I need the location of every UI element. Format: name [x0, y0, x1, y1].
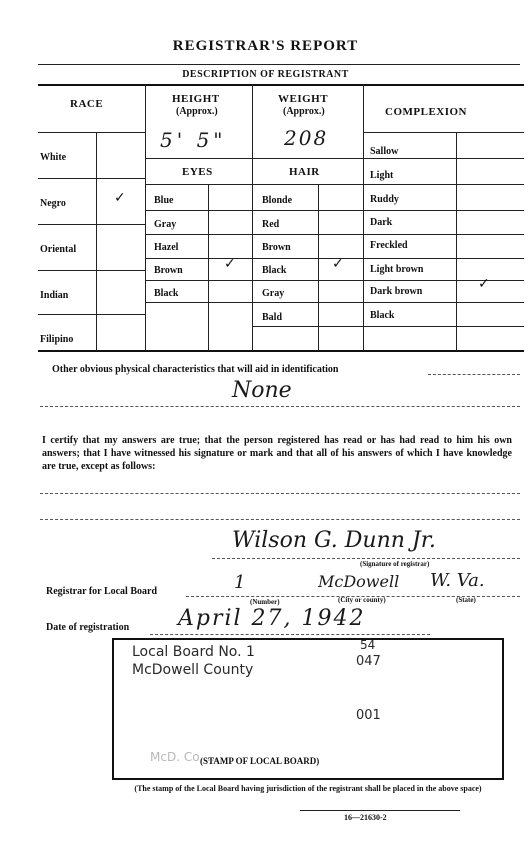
signature-line [212, 558, 520, 559]
hair-blonde: Blonde [262, 195, 293, 206]
height-header: HEIGHT [172, 93, 220, 105]
race-height-divider [145, 84, 146, 350]
height-value: 5' 5" [160, 128, 227, 152]
weight-value: 208 [284, 126, 329, 150]
section-subtitle: DESCRIPTION OF REGISTRANT [182, 69, 349, 80]
eyes-hazel: Hazel [154, 242, 179, 253]
hair-header: HAIR [289, 166, 320, 178]
stamp-faded-text: McD. Co. ... [150, 750, 219, 764]
race-negro: Negro [40, 198, 66, 209]
date-value: April 27, 1942 [178, 606, 366, 631]
race-oriental: Oriental [40, 244, 77, 255]
height-approx: (Approx.) [176, 106, 218, 117]
stamp-note: (The stamp of the Local Board having jurisdiction of the registrant shall be placed in the above space) [134, 784, 482, 793]
physical-characteristics-value: None [232, 378, 292, 403]
race-indian: Indian [40, 290, 69, 301]
signature-caption: (Signature of registrar) [360, 560, 430, 568]
complexion-row-line-6 [363, 280, 524, 281]
table-top-border [38, 84, 524, 86]
eyes-divider [208, 184, 209, 350]
stamp-number-1: 54 [360, 638, 376, 652]
stamp-caption: (STAMP OF LOCAL BOARD) [200, 756, 320, 766]
hair-red: Red [262, 219, 280, 230]
physical-label-leader [428, 374, 520, 375]
physical-characteristics-label: Other obvious physical characteristics that will aid in identification [52, 364, 339, 375]
eyes-black: Black [154, 288, 179, 299]
complexion-row-line-8 [363, 326, 524, 327]
complexion-check-mark: ✓ [478, 276, 490, 292]
eyes-hair-row-line-4 [145, 280, 363, 281]
complexion-light-brown: Light brown [370, 264, 424, 275]
race-row-line-2 [38, 224, 145, 225]
eyes-hair-row-line-2 [145, 234, 363, 235]
certification-text: I certify that my answers are true; that the person registered has read or has had read to him his own answers; that I have witnessed his signature or mark and that all of his answers of which I have knowledge are true, except as follows: [42, 435, 512, 472]
header-row-line-right [363, 132, 524, 133]
race-check-mark: ✓ [114, 190, 126, 206]
eyes-hair-row-line-5 [145, 302, 363, 303]
eyes-check-mark: ✓ [224, 256, 236, 272]
complexion-divider [456, 132, 457, 350]
local-board-label: Registrar for Local Board [46, 586, 158, 597]
complexion-row-line-3 [363, 210, 524, 211]
registrar-signature: Wilson G. Dunn Jr. [232, 528, 436, 553]
hair-gray: Gray [262, 288, 285, 299]
eyes-gray: Gray [154, 219, 177, 230]
eyes-header: EYES [182, 166, 213, 178]
table-bottom-border [38, 350, 524, 352]
stamp-number-2: 047 [356, 654, 381, 669]
local-board-county: McDowell [318, 572, 400, 591]
race-header: RACE [70, 98, 104, 110]
local-board-state: W. Va. [430, 570, 485, 591]
complexion-row-line-1 [363, 158, 524, 159]
form-number-rule [300, 810, 460, 811]
race-filipino: Filipino [40, 334, 74, 345]
exceptions-line-1 [40, 493, 520, 494]
weight-approx: (Approx.) [283, 106, 325, 117]
county-caption: (City or county) [338, 596, 386, 604]
hair-check-mark: ✓ [332, 256, 344, 272]
race-row-line-3 [38, 270, 145, 271]
eyes-blue: Blue [154, 195, 174, 206]
hair-black: Black [262, 265, 287, 276]
hair-bald: Bald [262, 312, 283, 323]
race-row-line-4 [38, 314, 145, 315]
weight-header: WEIGHT [278, 93, 329, 105]
complexion-row-line-4 [363, 234, 524, 235]
complexion-sallow: Sallow [370, 146, 399, 157]
race-row-line-1 [38, 178, 145, 179]
eyes-hair-row-line-3 [145, 258, 363, 259]
complexion-row-line-7 [363, 302, 524, 303]
complexion-black: Black [370, 310, 395, 321]
number-caption: (Number) [250, 598, 280, 606]
eyes-hair-header-bottom [145, 184, 363, 185]
race-divider [96, 132, 97, 350]
stamp-line-1: Local Board No. 1 [132, 644, 255, 660]
hair-brown: Brown [262, 242, 291, 253]
state-caption: (State) [456, 596, 476, 604]
physical-line-2 [40, 406, 520, 407]
height-weight-divider [252, 84, 253, 350]
complexion-ruddy: Ruddy [370, 194, 399, 205]
eyes-hair-row-line-1 [145, 210, 363, 211]
title-underline [38, 64, 520, 65]
stamp-line-2: McDowell County [132, 662, 254, 678]
header-row-line [38, 132, 145, 133]
form-number: 16—21630-2 [344, 813, 387, 822]
form-title: REGISTRAR'S REPORT [172, 38, 359, 54]
eyes-hair-header-top [145, 158, 363, 159]
complexion-dark-brown: Dark brown [370, 286, 423, 297]
date-line [150, 634, 430, 635]
eyes-brown: Brown [154, 265, 183, 276]
weight-complexion-divider [363, 84, 364, 350]
complexion-light: Light [370, 170, 394, 181]
complexion-freckled: Freckled [370, 240, 408, 251]
complexion-row-line-5 [363, 258, 524, 259]
race-white: White [40, 152, 67, 163]
exceptions-line-2 [40, 519, 520, 520]
stamp-number-3: 001 [356, 708, 381, 723]
complexion-row-line-2 [363, 184, 524, 185]
hair-row-line-6 [252, 326, 363, 327]
date-label: Date of registration [46, 622, 130, 633]
local-board-number: 1 [234, 572, 246, 593]
complexion-header: COMPLEXION [385, 106, 467, 118]
complexion-dark: Dark [370, 217, 393, 228]
